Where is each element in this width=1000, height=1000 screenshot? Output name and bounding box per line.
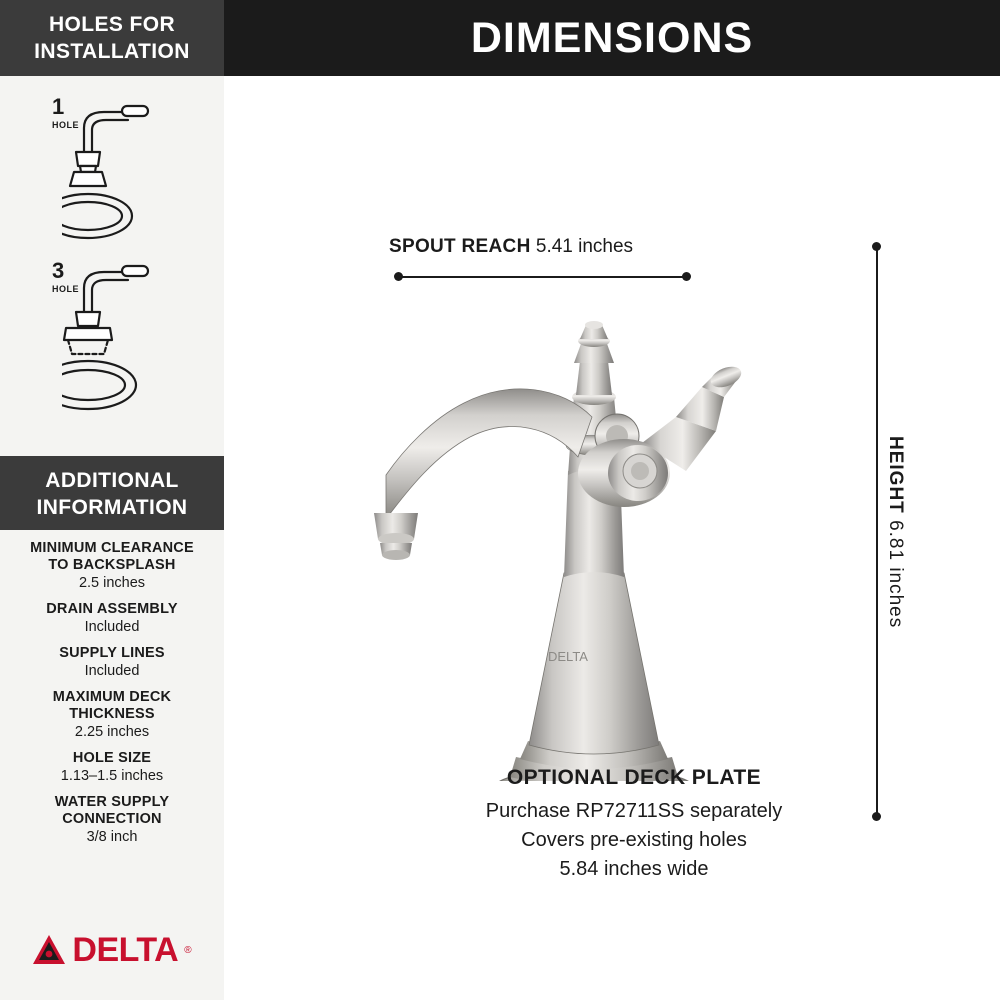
hole-option-3-count: 3 — [52, 258, 65, 283]
product-brand-mark: DELTA — [548, 649, 588, 664]
faucet-illustration — [324, 221, 844, 781]
height-top-endpoint — [872, 242, 881, 251]
info-item — [8, 750, 216, 785]
additional-information-header — [0, 456, 224, 530]
hole-option-3 — [0, 258, 224, 434]
info-item — [8, 601, 216, 636]
delta-wordmark: DELTA — [72, 931, 179, 969]
info-value: 3/8 inch — [86, 829, 138, 845]
holes-header-line2: INSTALLATION — [34, 40, 190, 63]
caption-title: OPTIONAL DECK PLATE — [506, 766, 762, 789]
caption-line-1: Purchase RP72711SS separately — [485, 800, 783, 822]
info-term-line1: MAXIMUM DECK — [52, 689, 172, 705]
faucet-base — [494, 569, 694, 781]
faucet-spout — [374, 389, 592, 560]
height-value: 6.81 inches — [885, 520, 906, 629]
faucet-drawing — [324, 221, 844, 781]
holes-header-line1: HOLES FOR — [48, 13, 176, 36]
height-title: HEIGHT — [885, 436, 906, 514]
additional-information-list — [0, 530, 224, 846]
spout-reach-value: 5.41 inches — [535, 236, 634, 257]
info-value: 1.13–1.5 inches — [60, 768, 164, 784]
hole-option-1-label: HOLE — [52, 120, 80, 130]
faucet-three-hole-icon — [62, 250, 222, 425]
info-item — [8, 689, 216, 741]
additional-header-line2: INFORMATION — [36, 496, 188, 519]
hole-option-1-count: 1 — [52, 94, 65, 119]
info-item — [8, 794, 216, 846]
info-value: 2.5 inches — [78, 575, 146, 591]
info-term-line1: WATER SUPPLY — [54, 794, 170, 810]
info-item — [8, 540, 216, 592]
info-term-line1: DRAIN ASSEMBLY — [46, 601, 178, 617]
additional-header-line1: ADDITIONAL — [45, 469, 179, 492]
banner-title: DIMENSIONS — [470, 13, 754, 62]
deck-plate-caption — [354, 766, 914, 884]
info-term-line1: HOLE SIZE — [72, 750, 152, 766]
spout-reach-title: SPOUT REACH — [389, 236, 531, 257]
delta-registered-mark: ® — [184, 944, 192, 956]
caption-line-3: 5.84 inches wide — [559, 858, 709, 880]
hole-option-1 — [0, 90, 224, 262]
hole-option-3-label: HOLE — [52, 284, 80, 294]
holes-for-installation-header — [0, 0, 224, 76]
faucet-single-hole-icon — [62, 86, 222, 256]
info-item — [8, 645, 216, 680]
dimensions-diagram — [224, 76, 1000, 1000]
info-term-line1: SUPPLY LINES — [59, 645, 165, 661]
dimensions-banner — [224, 0, 1000, 76]
info-term-line2: CONNECTION — [62, 811, 162, 827]
sidebar — [0, 0, 224, 1000]
info-value: 2.25 inches — [74, 724, 150, 740]
info-term-line2: TO BACKSPLASH — [48, 557, 176, 573]
info-term-line2: THICKNESS — [69, 706, 155, 722]
hole-options-list — [0, 76, 224, 434]
height-measure-line — [876, 246, 878, 816]
info-term-line1: MINIMUM CLEARANCE — [30, 540, 194, 556]
info-value: Included — [84, 619, 140, 635]
caption-line-2: Covers pre-existing holes — [521, 829, 747, 851]
height-label — [884, 436, 906, 628]
info-value: Included — [84, 663, 140, 679]
delta-logo — [0, 933, 224, 972]
delta-triangle-icon — [32, 933, 66, 967]
